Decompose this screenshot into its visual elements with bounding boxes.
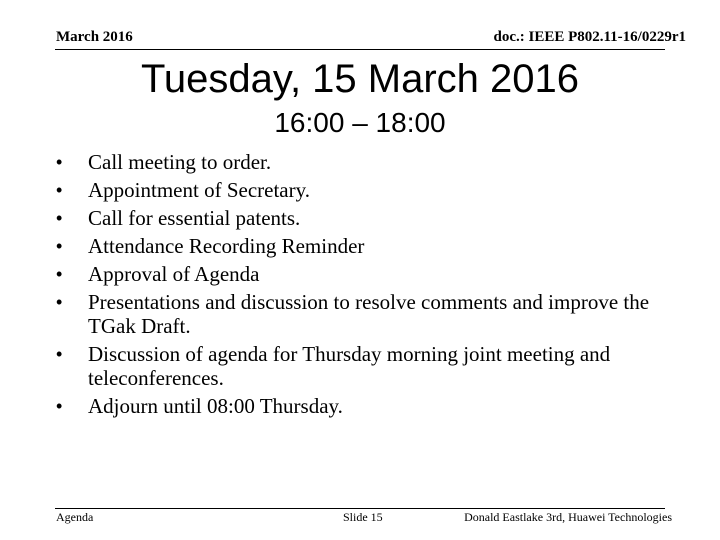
agenda-item-text: Call meeting to order. (88, 150, 272, 174)
agenda-item-text: Call for essential patents. (88, 206, 301, 230)
footer-slide-number: Slide 15 (343, 510, 383, 524)
footer-author: Donald Eastlake 3rd, Huawei Technologies (464, 510, 672, 524)
bullet-icon: • (56, 264, 63, 284)
bullet-icon: • (56, 152, 63, 172)
agenda-item (56, 394, 676, 418)
slide-subtitle: 16:00 – 18:00 (274, 107, 446, 138)
header-rule (55, 49, 665, 50)
agenda-list (56, 150, 676, 422)
agenda-item-text: Attendance Recording Reminder (88, 234, 365, 258)
footer-section: Agenda (56, 510, 94, 524)
header-date: March 2016 (56, 29, 133, 45)
bullet-icon: • (56, 396, 63, 416)
agenda-item (56, 206, 676, 230)
header-doc-id: doc.: IEEE P802.11-16/0229r1 (493, 29, 686, 45)
agenda-item-text: Adjourn until 08:00 Thursday. (88, 394, 343, 418)
agenda-item (56, 342, 676, 390)
footer-rule (55, 508, 665, 509)
agenda-item-text: Approval of Agenda (88, 262, 260, 286)
agenda-item-text: Discussion of agenda for Thursday morning joint meeting and teleconferences. (88, 342, 611, 390)
agenda-item (56, 234, 676, 258)
bullet-icon: • (56, 208, 63, 228)
agenda-item-text: Presentations and discussion to resolve comments and improve the TGak Draft. (88, 290, 650, 338)
agenda-item (56, 178, 676, 202)
slide-title: Tuesday, 15 March 2016 (140, 57, 580, 101)
bullet-icon: • (56, 292, 63, 312)
agenda-item (56, 290, 676, 338)
bullet-icon: • (56, 180, 63, 200)
bullet-icon: • (56, 344, 63, 364)
agenda-item (56, 262, 676, 286)
agenda-item-text: Appointment of Secretary. (88, 178, 310, 202)
bullet-icon: • (56, 236, 63, 256)
agenda-item (56, 150, 676, 174)
